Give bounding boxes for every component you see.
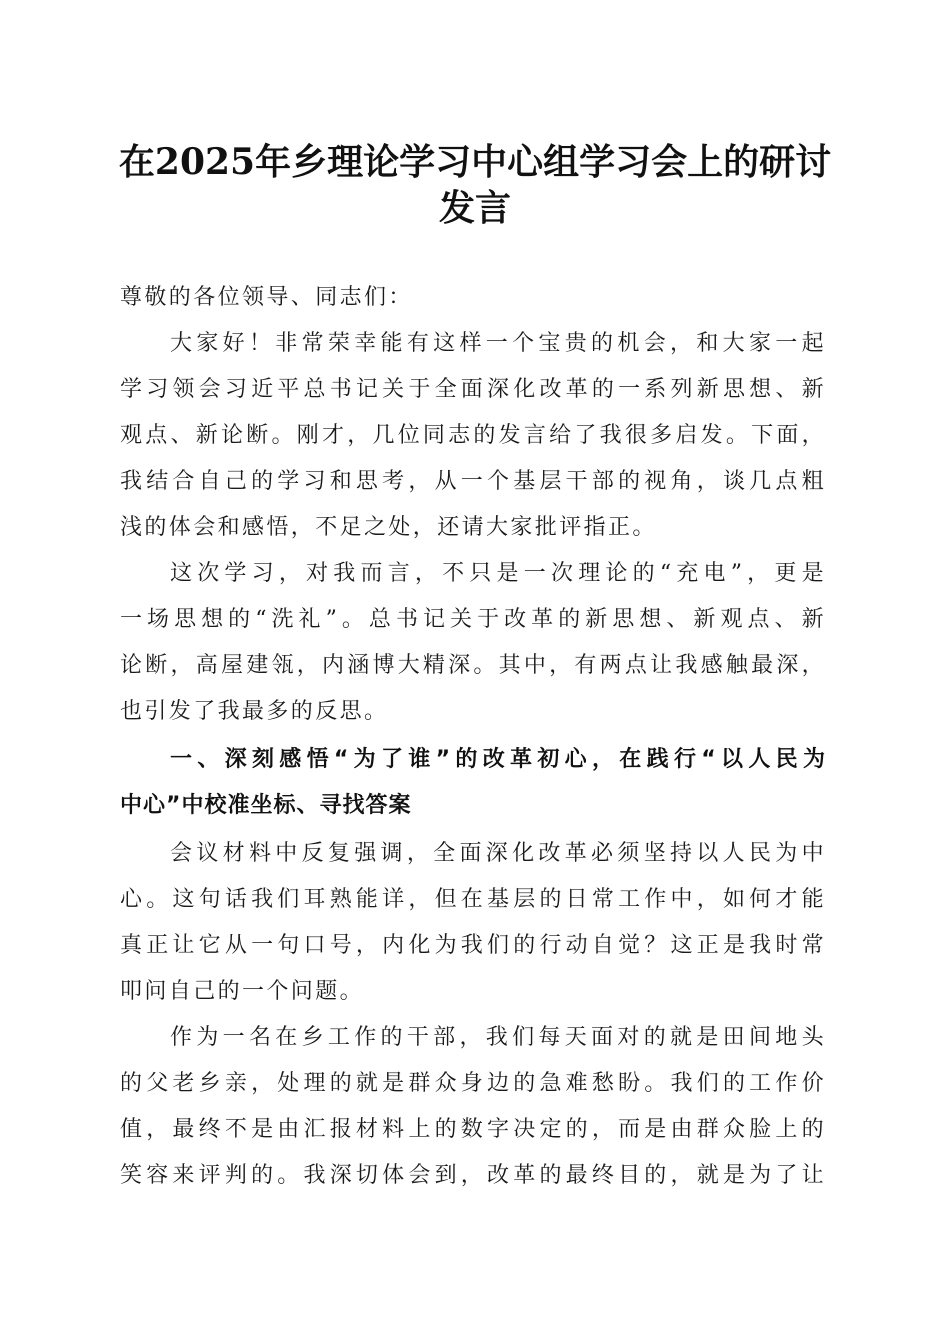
paragraph-line: 作为一名在乡工作的干部，我们每天面对的就是田间地头 (170, 1025, 826, 1050)
paragraph-line: 我结合自己的学习和思考，从一个基层干部的视角，谈几点粗 (120, 469, 826, 494)
paragraph-line: 论断，高屋建瓴，内涵博大精深。其中，有两点让我感触最深， (120, 653, 826, 678)
paragraph-line: 叩问自己的一个问题。 (120, 979, 365, 1004)
paragraph-line: 笑容来评判的。我深切体会到，改革的最终目的，就是为了让 (120, 1163, 826, 1188)
paragraph-line: 也引发了我最多的反思。 (120, 699, 389, 724)
paragraph-line: 会议材料中反复强调，全面深化改革必须坚持以人民为中 (170, 841, 826, 866)
paragraph-line: 浅的体会和感悟，不足之处，还请大家批评指正。 (120, 515, 657, 540)
paragraph-line: 大家好！非常荣幸能有这样一个宝贵的机会，和大家一起 (170, 331, 826, 356)
paragraph-line: 一场思想的“洗礼”。总书记关于改革的新思想、新观点、新 (120, 607, 826, 632)
paragraph-line: 这次学习，对我而言，不只是一次理论的“充电”，更是 (170, 561, 826, 586)
paragraph-line: 值，最终不是由汇报材料上的数字决定的，而是由群众脸上的 (120, 1117, 826, 1142)
paragraph-line: 学习领会习近平总书记关于全面深化改革的一系列新思想、新 (120, 377, 826, 402)
salutation: 尊敬的各位领导、同志们： (120, 285, 413, 310)
section-heading-line: 一、深刻感悟“为了谁”的改革初心，在践行“以人民为 (170, 747, 826, 772)
document-title-line-1: 在2025年乡理论学习中心组学习会上的研讨 (118, 141, 832, 183)
paragraph-line: 心。这句话我们耳熟能详，但在基层的日常工作中，如何才能 (120, 887, 826, 912)
paragraph-line: 的父老乡亲，处理的就是群众身边的急难愁盼。我们的工作价 (120, 1071, 826, 1096)
paragraph-line: 观点、新论断。刚才，几位同志的发言给了我很多启发。下面， (120, 423, 826, 448)
paragraph-line: 真正让它从一句口号，内化为我们的行动自觉？这正是我时常 (120, 933, 826, 958)
section-heading-line: 中心”中校准坐标、寻找答案 (120, 793, 412, 818)
document-title-line-2: 发言 (438, 187, 511, 229)
